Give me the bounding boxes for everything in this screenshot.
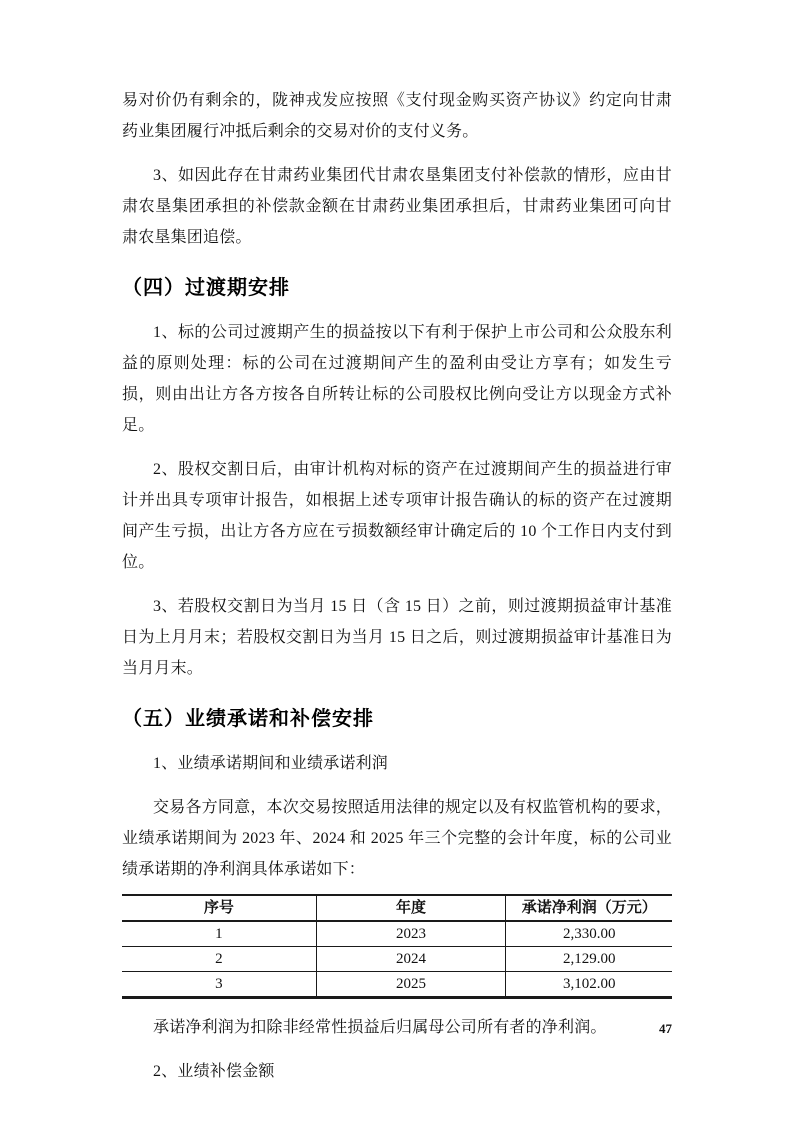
table-row	[122, 921, 672, 947]
table-row	[122, 972, 672, 998]
paragraph-s5-intro: 交易各方同意，本次交易按照适用法律的规定以及有权监管机构的要求，业绩承诺期间为 2023 年、2024 和 2025 年三个完整的会计年度，标的公司业绩承诺期的净利润具体承诺如下：	[122, 799, 672, 878]
table-header-year: 年度	[316, 895, 506, 921]
cell-serial: 1	[122, 921, 316, 947]
paragraph-s5-item2-title: 2、业绩补偿金额	[153, 1063, 275, 1080]
paragraph-s5-item1-title: 1、业绩承诺期间和业绩承诺利润	[153, 755, 389, 772]
section-heading-4-transition-period: （四）过渡期安排	[122, 277, 290, 299]
table-row	[122, 947, 672, 972]
cell-profit: 2,330.00	[506, 921, 672, 947]
paragraph-s4-3: 3、若股权交割日为当月 15 日（含 15 日）之前，则过渡期损益审计基准日为上月月末；若股权交割日为当月 15 日之后，则过渡期损益审计基准日为当月月末。	[122, 598, 672, 677]
table-header-promised-profit: 承诺净利润（万元）	[506, 895, 672, 921]
section-heading-5-performance-commitment: （五）业绩承诺和补偿安排	[122, 708, 374, 730]
cell-year: 2024	[316, 947, 506, 972]
cell-profit: 3,102.00	[506, 972, 672, 998]
cell-year: 2023	[316, 921, 506, 947]
paragraph-item3-compensation: 3、如因此存在甘肃药业集团代甘肃农垦集团支付补偿款的情形，应由甘肃农垦集团承担的补偿款金额在甘肃药业集团承担后，甘肃药业集团可向甘肃农垦集团追偿。	[122, 167, 672, 246]
cell-profit: 2,129.00	[506, 947, 672, 972]
paragraph-s4-1: 1、标的公司过渡期产生的损益按以下有利于保护上市公司和公众股东利益的原则处理：标的公司在过渡期间产生的盈利由受让方享有；如发生亏损，则由出让方各方按各自所转让标的公司股权比例向受让方以现金方式补足。	[122, 324, 672, 434]
paragraph-carryover: 易对价仍有剩余的，陇神戎发应按照《支付现金购买资产协议》约定向甘肃药业集团履行冲抵后剩余的交易对价的支付义务。	[122, 92, 672, 140]
table-header-row	[122, 895, 672, 921]
paragraph-s4-2: 2、股权交割日后，由审计机构对标的资产在过渡期间产生的损益进行审计并出具专项审计报告，如根据上述专项审计报告确认的标的资产在过渡期间产生亏损，出让方各方应在亏损数额经审计确定后的 10 个工作日内支付到位。	[122, 461, 672, 571]
table-header-serial: 序号	[122, 895, 316, 921]
paragraph-table-note: 承诺净利润为扣除非经常性损益后归属母公司所有者的净利润。	[153, 1019, 607, 1036]
cell-year: 2025	[316, 972, 506, 998]
cell-serial: 2	[122, 947, 316, 972]
page-number: 47	[659, 1021, 672, 1036]
cell-serial: 3	[215, 976, 223, 992]
profit-commitment-table	[122, 894, 672, 999]
